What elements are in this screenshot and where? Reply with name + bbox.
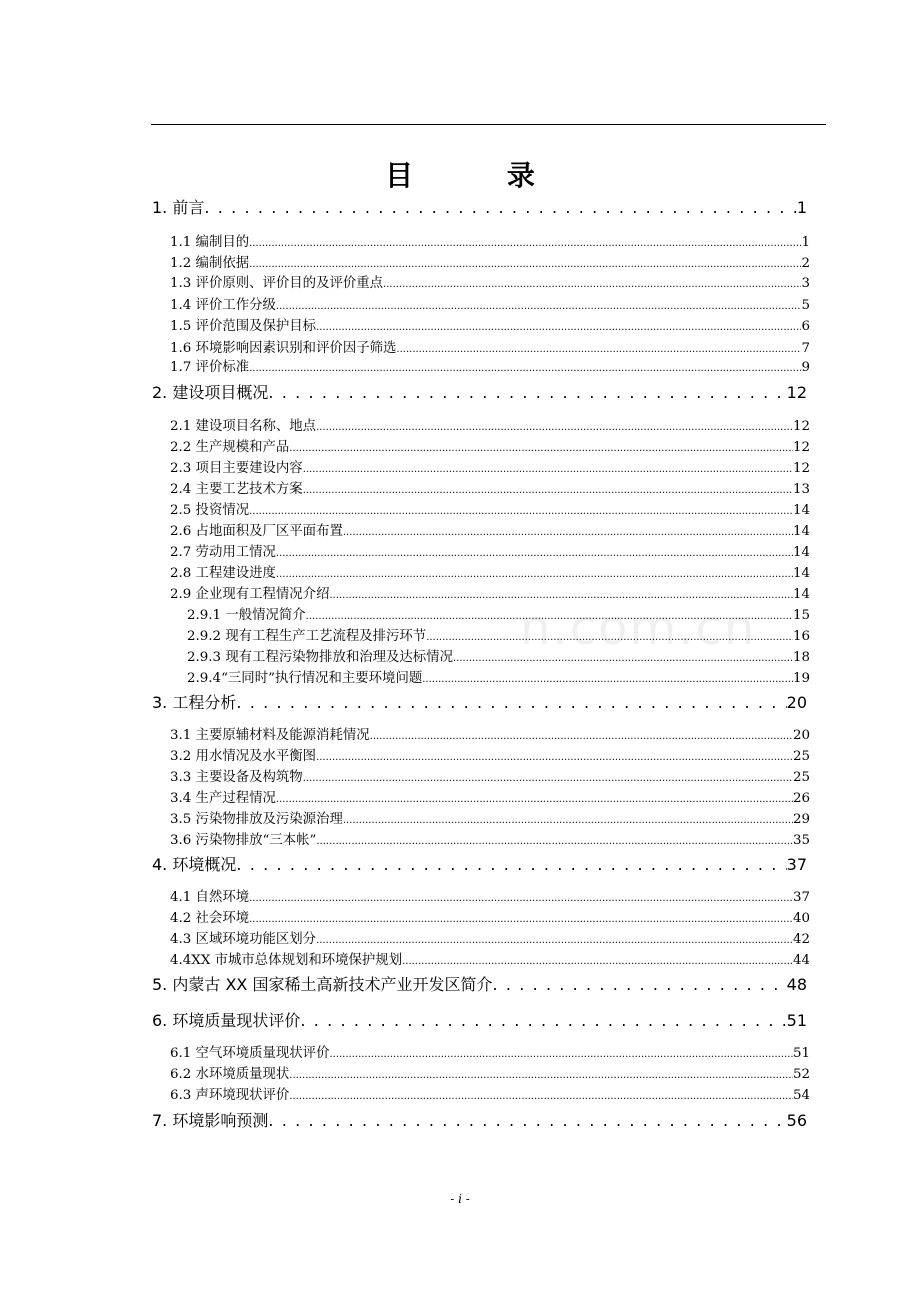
toc-entry-label: 2.9 企业现有工程情况介绍 bbox=[170, 587, 330, 602]
toc-entry-label: 1.2 编制依据 bbox=[170, 256, 250, 271]
toc-dot-leader bbox=[329, 1046, 792, 1061]
toc-entry-label: 6. 环境质量现状评价 bbox=[152, 1011, 301, 1030]
toc-dot-leader bbox=[276, 566, 793, 581]
toc-entry-label: 2. 建设项目概况 bbox=[152, 383, 269, 402]
toc-entry-page: 37 bbox=[786, 855, 807, 874]
toc-dot-leader bbox=[343, 524, 793, 539]
toc-entry-page: 1 bbox=[801, 235, 810, 250]
toc-entry-page: 14 bbox=[792, 503, 810, 518]
toc-entry-page: 52 bbox=[792, 1067, 810, 1082]
toc-dot-leader bbox=[249, 360, 801, 375]
toc-dot-leader bbox=[276, 298, 802, 313]
toc-entry-level2[interactable] bbox=[170, 907, 810, 927]
toc-entry-page: 15 bbox=[792, 608, 810, 623]
toc-entry-page: 29 bbox=[792, 812, 810, 827]
toc-dot-leader bbox=[249, 256, 801, 271]
toc-entry-level2[interactable] bbox=[170, 315, 810, 335]
toc-entry-label: 6.3 声环境现状评价 bbox=[170, 1088, 290, 1103]
toc-entry-label: 2.5 投资情况 bbox=[170, 503, 250, 518]
toc-entry-level1[interactable] bbox=[152, 380, 807, 404]
toc-dot-leader bbox=[236, 693, 786, 712]
toc-dot-leader bbox=[276, 545, 793, 560]
toc-dot-leader bbox=[383, 276, 801, 291]
toc-entry-level2[interactable] bbox=[170, 808, 810, 828]
toc-dot-leader bbox=[249, 235, 801, 250]
toc-entry-page: 40 bbox=[792, 911, 810, 926]
toc-entry-page: 54 bbox=[792, 1088, 810, 1103]
toc-entry-label: 2.7 劳动用工情况 bbox=[170, 545, 276, 560]
toc-entry-label: 1.5 评价范围及保护目标 bbox=[170, 319, 317, 334]
toc-entry-label: 3.6 污染物排放“三本帐” bbox=[170, 833, 317, 848]
toc-entry-label: 3.3 主要设备及构筑物 bbox=[170, 770, 303, 785]
toc-entry-label: 2.8 工程建设进度 bbox=[170, 566, 276, 581]
toc-dot-leader bbox=[370, 728, 793, 743]
toc-dot-leader bbox=[268, 1111, 786, 1130]
toc-entry-label: 3. 工程分析 bbox=[152, 693, 237, 712]
toc-entry-label: 4.1 自然环境 bbox=[170, 890, 250, 905]
toc-entry-label: 2.2 生产规模和产品 bbox=[170, 440, 290, 455]
toc-entry-level2[interactable] bbox=[170, 294, 810, 314]
toc-dot-leader bbox=[249, 503, 793, 518]
toc-entry-page: 1 bbox=[796, 198, 807, 217]
toc-entry-label: 1.3 评价原则、评价目的及评价重点 bbox=[170, 276, 384, 291]
toc-entry-level3[interactable] bbox=[187, 667, 810, 687]
toc-dot-leader bbox=[422, 671, 793, 686]
toc-entry-page: 6 bbox=[801, 319, 810, 334]
toc-entry-level3[interactable] bbox=[187, 646, 810, 666]
toc-entry-level2[interactable] bbox=[170, 252, 810, 272]
toc-entry-page: 51 bbox=[786, 1011, 807, 1030]
toc-entry-level2[interactable] bbox=[170, 886, 810, 906]
toc-dot-leader bbox=[268, 383, 786, 402]
toc-entry-label: 2.4 主要工艺技术方案 bbox=[170, 482, 303, 497]
toc-entry-level2[interactable] bbox=[170, 541, 810, 561]
toc-entry-level2[interactable] bbox=[170, 415, 810, 435]
toc-entry-label: 1.4 评价工作分级 bbox=[170, 298, 276, 313]
toc-entry-label: 2.9.4“三同时”执行情况和主要环境问题 bbox=[187, 671, 423, 686]
toc-entry-level1[interactable] bbox=[152, 972, 807, 996]
toc-entry-page: 2 bbox=[801, 256, 810, 271]
toc-entry-page: 51 bbox=[792, 1046, 810, 1061]
toc-entry-level2[interactable] bbox=[170, 724, 810, 744]
toc-dot-leader bbox=[402, 953, 793, 968]
toc-entry-page: 26 bbox=[792, 791, 810, 806]
toc-dot-leader bbox=[316, 932, 793, 947]
toc-entry-level2[interactable] bbox=[170, 562, 810, 582]
toc-entry-page: 20 bbox=[786, 693, 807, 712]
toc-entry-page: 3 bbox=[801, 276, 810, 291]
toc-entry-page: 7 bbox=[801, 341, 810, 356]
toc-entry-page: 19 bbox=[792, 671, 810, 686]
toc-dot-leader bbox=[289, 1088, 793, 1103]
toc-entry-page: 16 bbox=[792, 629, 810, 644]
toc-entry-level2[interactable] bbox=[170, 766, 810, 786]
toc-entry-label: 1.7 评价标准 bbox=[170, 360, 250, 375]
watermark-text: n.com.cn bbox=[520, 600, 757, 656]
toc-entry-level2[interactable] bbox=[170, 829, 810, 849]
toc-entry-page: 44 bbox=[792, 953, 810, 968]
page-title: 目 录 bbox=[385, 159, 577, 192]
toc-entry-label: 3.1 主要原辅材料及能源消耗情况 bbox=[170, 728, 370, 743]
toc-entry-page: 13 bbox=[792, 482, 810, 497]
toc-entry-page: 14 bbox=[792, 587, 810, 602]
toc-dot-leader bbox=[249, 890, 793, 905]
toc-entry-level2[interactable] bbox=[170, 231, 810, 251]
toc-dot-leader bbox=[396, 341, 801, 356]
toc-entry-label: 3.5 污染物排放及污染源治理 bbox=[170, 812, 343, 827]
toc-entry-page: 14 bbox=[792, 545, 810, 560]
toc-entry-page: 12 bbox=[792, 419, 810, 434]
toc-entry-label: 2.6 占地面积及厂区平面布置 bbox=[170, 524, 343, 539]
toc-entry-label: 4.4XX 市城市总体规划和环境保护规划 bbox=[170, 953, 403, 968]
toc-dot-leader bbox=[300, 1011, 786, 1030]
toc-dot-leader bbox=[303, 482, 793, 497]
toc-entry-label: 4.2 社会环境 bbox=[170, 911, 250, 926]
toc-entry-level2[interactable] bbox=[170, 457, 810, 477]
toc-dot-leader bbox=[453, 650, 793, 665]
toc-dot-leader bbox=[236, 855, 786, 874]
toc-entry-level2[interactable] bbox=[170, 478, 810, 498]
toc-entry-page: 12 bbox=[792, 461, 810, 476]
toc-entry-level2[interactable] bbox=[170, 1042, 810, 1062]
page-number-footer: - i - bbox=[450, 1192, 470, 1206]
toc-entry-level3[interactable] bbox=[187, 604, 810, 624]
toc-entry-page: 42 bbox=[792, 932, 810, 947]
toc-dot-leader bbox=[204, 198, 796, 217]
toc-entry-page: 5 bbox=[801, 298, 810, 313]
toc-entry-page: 9 bbox=[801, 360, 810, 375]
toc-dot-leader bbox=[329, 587, 792, 602]
toc-dot-leader bbox=[306, 608, 793, 623]
toc-dot-leader bbox=[316, 749, 793, 764]
toc-dot-leader bbox=[316, 319, 801, 334]
toc-entry-level2[interactable] bbox=[170, 520, 810, 540]
toc-entry-page: 14 bbox=[792, 566, 810, 581]
toc-entry-label: 2.1 建设项目名称、地点 bbox=[170, 419, 317, 434]
toc-entry-level2[interactable] bbox=[170, 1063, 810, 1083]
toc-entry-level2[interactable] bbox=[170, 745, 810, 765]
toc-entry-level2[interactable] bbox=[170, 583, 810, 603]
toc-entry-label: 2.9.2 现有工程生产工艺流程及排污环节 bbox=[187, 629, 427, 644]
toc-dot-leader bbox=[316, 833, 793, 848]
toc-entry-label: 3.2 用水情况及水平衡图 bbox=[170, 749, 317, 764]
toc-dot-leader bbox=[492, 975, 786, 994]
toc-entry-level1[interactable] bbox=[152, 1108, 807, 1132]
toc-entry-page: 25 bbox=[792, 749, 810, 764]
toc-entry-level1[interactable] bbox=[152, 1008, 807, 1032]
toc-entry-level2[interactable] bbox=[170, 787, 810, 807]
toc-dot-leader bbox=[289, 1067, 793, 1082]
toc-entry-page: 20 bbox=[792, 728, 810, 743]
toc-dot-leader bbox=[426, 629, 793, 644]
toc-entry-level2[interactable] bbox=[170, 1084, 810, 1104]
toc-entry-label: 1. 前言 bbox=[152, 198, 205, 217]
toc-entry-label: 4.3 区域环境功能区划分 bbox=[170, 932, 317, 947]
toc-entry-label: 2.9.3 现有工程污染物排放和治理及达标情况 bbox=[187, 650, 453, 665]
toc-entry-level2[interactable] bbox=[170, 949, 810, 969]
toc-entry-label: 2.3 项目主要建设内容 bbox=[170, 461, 303, 476]
toc-dot-leader bbox=[343, 812, 793, 827]
toc-entry-label: 1.1 编制目的 bbox=[170, 235, 250, 250]
toc-dot-leader bbox=[276, 791, 793, 806]
toc-entry-label: 1.6 环境影响因素识别和评价因子筛选 bbox=[170, 341, 397, 356]
toc-entry-label: 7. 环境影响预测 bbox=[152, 1111, 269, 1130]
toc-entry-level2[interactable] bbox=[170, 436, 810, 456]
toc-entry-label: 2.9.1 一般情况简介 bbox=[187, 608, 306, 623]
toc-entry-level2[interactable] bbox=[170, 928, 810, 948]
toc-entry-level2[interactable] bbox=[170, 356, 810, 376]
toc-entry-label: 6.2 水环境质量现状 bbox=[170, 1067, 290, 1082]
toc-entry-page: 25 bbox=[792, 770, 810, 785]
toc-entry-page: 48 bbox=[786, 975, 807, 994]
toc-entry-label: 6.1 空气环境质量现状评价 bbox=[170, 1046, 330, 1061]
toc-dot-leader bbox=[249, 911, 793, 926]
toc-entry-label: 3.4 生产过程情况 bbox=[170, 791, 276, 806]
toc-dot-leader bbox=[303, 770, 793, 785]
toc-entry-level2[interactable] bbox=[170, 272, 810, 292]
toc-entry-label: 4. 环境概况 bbox=[152, 855, 237, 874]
toc-entry-level3[interactable] bbox=[187, 625, 810, 645]
toc-entry-page: 37 bbox=[792, 890, 810, 905]
toc-entry-page: 12 bbox=[792, 440, 810, 455]
toc-entry-page: 18 bbox=[792, 650, 810, 665]
toc-entry-level1[interactable] bbox=[152, 195, 807, 219]
toc-entry-level1[interactable] bbox=[152, 690, 807, 714]
toc-dot-leader bbox=[289, 440, 793, 455]
toc-entry-level2[interactable] bbox=[170, 337, 810, 357]
toc-entry-level1[interactable] bbox=[152, 852, 807, 876]
toc-entry-page: 12 bbox=[786, 383, 807, 402]
toc-dot-leader bbox=[303, 461, 793, 476]
toc-entry-page: 56 bbox=[786, 1111, 807, 1130]
toc-entry-level2[interactable] bbox=[170, 499, 810, 519]
toc-entry-page: 14 bbox=[792, 524, 810, 539]
toc-entry-label: 5. 内蒙古 XX 国家稀土高新技术产业开发区简介 bbox=[152, 975, 493, 994]
toc-dot-leader bbox=[316, 419, 793, 434]
toc-entry-page: 35 bbox=[792, 833, 810, 848]
